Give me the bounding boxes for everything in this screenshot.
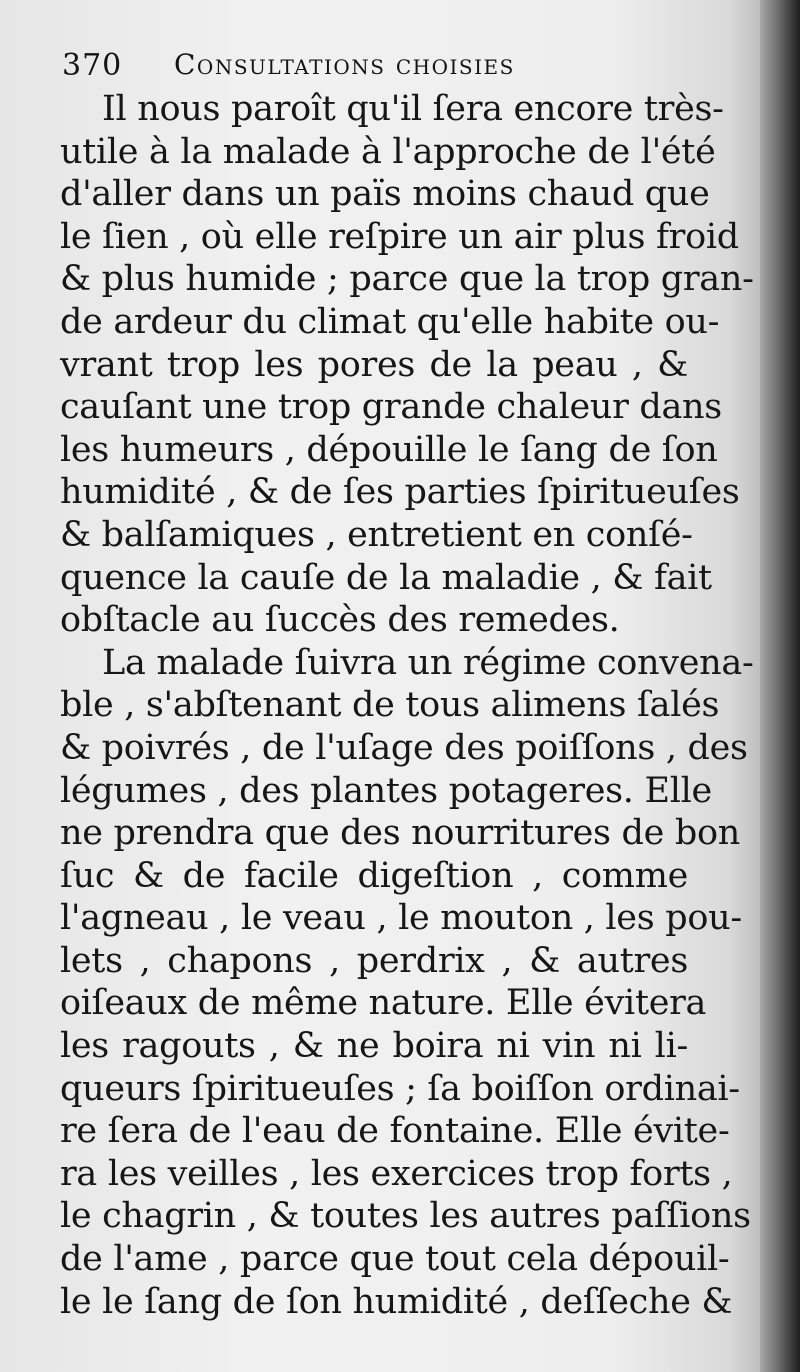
text-line: ra les veilles , les exercices trop forts , <box>60 1153 733 1194</box>
text-line: les ragouts , & ne boira ni vin ni li- <box>60 1026 688 1067</box>
text-line: Il nous paroît qu'il ſera encore très- <box>102 89 724 129</box>
text-line: quence la cauſe de la maladie , & fait <box>60 557 712 598</box>
paragraph <box>60 88 754 642</box>
text-line: obſtacle au ſuccès des remedes. <box>60 600 620 641</box>
text-line: le chagrin , & toutes les autres paſſions <box>60 1196 751 1237</box>
running-title: Consultations choisies <box>174 48 515 81</box>
text-line: & balſamiques , entretient en conſé- <box>60 514 693 555</box>
text-line: légumes , des plantes potageres. Elle <box>60 770 712 811</box>
page-edge-shadow <box>760 0 800 1372</box>
text-line: La malade ſuivra un régime convena- <box>102 642 754 683</box>
text-line: re ſera de l'eau de fontaine. Elle évite- <box>60 1111 730 1152</box>
text-line: vrant trop les pores de la peau , & <box>60 344 688 385</box>
text-line: d'aller dans un païs moins chaud que <box>60 174 710 215</box>
text-line: de l'ame , parce que tout cela dépouil- <box>60 1239 730 1280</box>
text-line: cauſant une trop grande chaleur dans <box>60 387 722 428</box>
paragraph <box>60 642 754 1324</box>
page-number: 370 <box>62 48 123 83</box>
text-line: lets , chapons , perdrix , & autres <box>60 940 688 981</box>
page-header <box>62 42 622 90</box>
page-body <box>60 88 754 1323</box>
text-line: ſuc & de facile digeſtion , comme <box>60 855 688 896</box>
text-line: les humeurs , dépouille le ſang de ſon <box>60 429 718 470</box>
text-line: oiſeaux de même nature. Elle évitera <box>60 983 707 1024</box>
text-line: de ardeur du climat qu'elle habite ou- <box>60 301 720 342</box>
text-line: l'agneau , le veau , le mouton , les pou- <box>60 898 742 939</box>
text-line: & plus humide ; parce que la trop gran- <box>60 259 754 300</box>
text-line: ble , s'abſtenant de tous alimens ſalés <box>60 685 720 726</box>
text-line: & poivrés , de l'uſage des poiſſons , des <box>60 727 748 768</box>
text-line: le le ſang de ſon humidité , deſſeche & <box>60 1281 733 1322</box>
text-line: queurs ſpiritueuſes ; ſa boiſſon ordinai- <box>60 1068 740 1109</box>
text-line: ne prendra que des nourritures de bon <box>60 813 740 854</box>
text-line: humidité , & de ſes parties ſpiritueuſes <box>60 472 740 513</box>
text-line: utile à la malade à l'approche de l'été <box>60 131 716 172</box>
text-line: le ſien , où elle reſpire un air plus froid <box>60 216 739 257</box>
